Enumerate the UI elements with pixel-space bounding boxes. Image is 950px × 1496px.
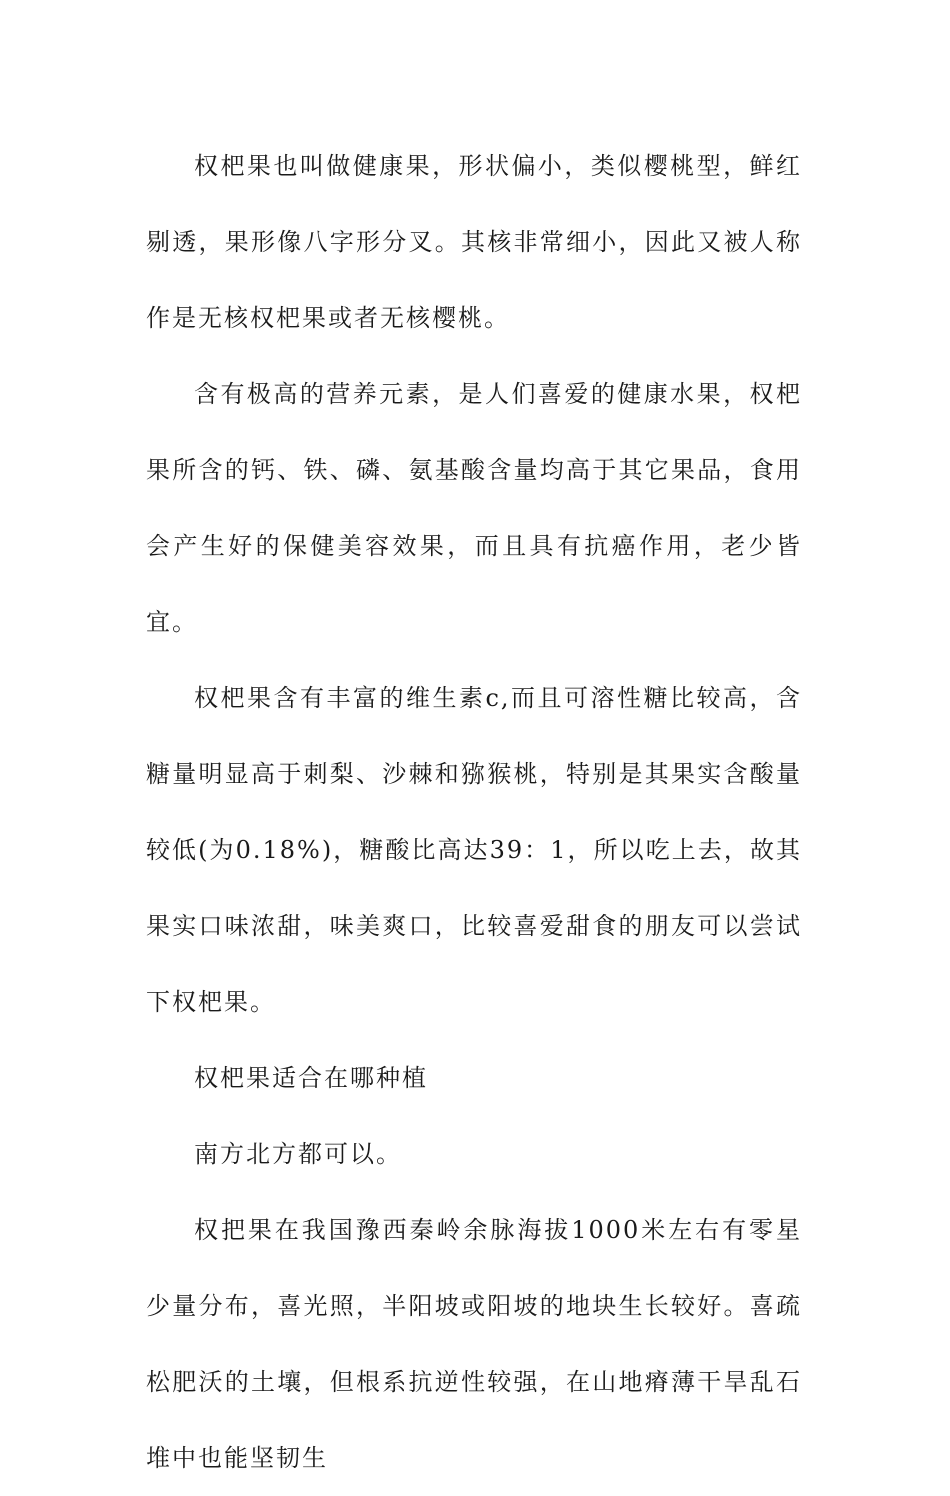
paragraph-vitamin-sugar: 权杷果含有丰富的维生素c,而且可溶性糖比较高，含糖量明显高于刺梨、沙棘和猕猴桃，特别是其果实含酸量较低(为0.18%)，糖酸比高达39：1，所以吃上去，故其果实口味浓甜，味美爽口，比较喜爱甜食的朋友可以尝试下权杷果。	[146, 684, 802, 1016]
paragraph-nutrition: 含有极高的营养元素，是人们喜爱的健康水果，权杷果所含的钙、铁、磷、氨基酸含量均高于其它果品，食用会产生好的保健美容效果，而且具有抗癌作用，老少皆宜。	[146, 380, 802, 636]
paragraph-fruit-description: 权杷果也叫做健康果，形状偏小，类似樱桃型，鲜红剔透，果形像八字形分叉。其核非常细小，因此又被人称作是无核权杷果或者无核樱桃。	[146, 152, 802, 332]
section-heading-planting: 权杷果适合在哪种植	[194, 1064, 428, 1092]
document-body	[146, 128, 802, 1496]
paragraph-planting-answer: 南方北方都可以。	[194, 1140, 402, 1168]
paragraph-distribution: 权把果在我国豫西秦岭余脉海拔1000米左右有零星少量分布，喜光照，半阳坡或阳坡的地块生长较好。喜疏松肥沃的土壤，但根系抗逆性较强，在山地瘠薄干旱乱石堆中也能坚韧生	[146, 1216, 802, 1472]
